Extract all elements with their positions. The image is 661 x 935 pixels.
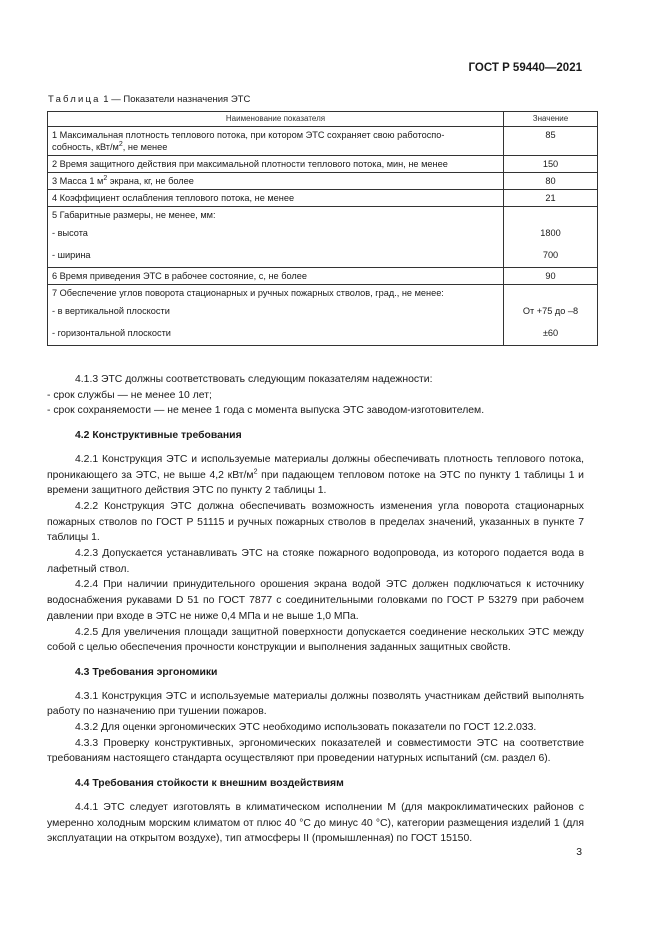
standard-designation: ГОСТ Р 59440—2021 — [468, 62, 582, 74]
paragraph-4-1-3: 4.1.3 ЭТС должны соответствовать следующим показателям надежности: — [75, 374, 433, 385]
row-value: 85 — [545, 130, 556, 140]
paragraph-4-4-1: 4.4.1 ЭТС следует изготовлять в климатическом исполнении М (для макроклиматических районов с умеренно холодным морским климатом от плюс 40 °С до минус 40 °С), категории размещения изделий 1 (для эксплуатации на открытом воздухе), тип атмосферы II (промышленная) по ГОСТ 15150. — [47, 801, 584, 845]
table-row — [48, 156, 598, 173]
table-caption-prefix: Таблица — [48, 94, 101, 105]
row-label: 2 Время защитного действия при максимальной плотности теплового потока, мин, не менее — [52, 159, 448, 169]
table-row — [48, 173, 598, 190]
row-value: 700 — [542, 250, 559, 260]
section-heading-4-4: 4.4 Требования стойкости к внешним воздействиям — [75, 778, 344, 790]
column-header-name: Наименование показателя — [48, 112, 504, 127]
table-row — [48, 207, 598, 268]
list-item: - срок сохраняемости — не менее 1 года с момента выпуска ЭТС заводом-изготовителем. — [47, 405, 485, 417]
paragraph-4-2-3: 4.2.3 Допускается устанавливать ЭТС на стояке пожарного водопровода, из которого подается вода в лафетный ствол. — [47, 548, 584, 575]
row-label: 7 Обеспечение углов поворота стационарных и ручных пожарных стволов, град., не менее: — [52, 288, 444, 298]
row-label: 6 Время приведения ЭТС в рабочее состояние, с, не более — [52, 271, 307, 281]
table-row — [48, 190, 598, 207]
row-label: 1 Максимальная плотность теплового потока, при котором ЭТС сохраняет свою работоспо- собность, кВт/$м^2$, не менее — [52, 130, 445, 152]
paragraph-4-3-1: 4.3.1 Конструкция ЭТС и используемые материалы должны позволять участникам действий выполнять работу по назначению при тушении пожаров. — [47, 690, 584, 718]
row-value: От +75 до –8 — [522, 306, 579, 316]
table-caption-number: 1 — [103, 94, 109, 105]
row-value: ±60 — [542, 328, 559, 338]
document-body — [47, 372, 584, 847]
row-label: 3 Масса 1 $м^2$ экрана, кг, не более — [52, 174, 194, 186]
paragraph-4-3-3: 4.3.3 Проверку конструктивных, эргономических показателей и совместимости ЭТС на соответствие требованиям настоящего стандарта осуществляют при проведении натурных испытаний (см. раздел 6). — [47, 737, 584, 765]
paragraph-4-2-4: 4.2.4 При наличии принудительного орошения экрана водой ЭТС должен подключаться к источнику водоснабжения рукавами D 51 по ГОСТ 7877 с соединительными головками по ГОСТ Р 53279 при рабочем давлении при входе в ЭТС не ниже 0,4 МПа и не выше 1,0 МПа. — [47, 579, 584, 622]
paragraph-4-2-5: 4.2.5 Для увеличения площади защитной поверхности допускается соединение нескольких ЭТС между собой с целью обеспечения прочности конструкции и выполнения заданных защитных свойств. — [47, 626, 584, 654]
paragraph-4-2-2: 4.2.2 Конструкция ЭТС должна обеспечивать возможность изменения угла поворота стационарных пожарных стволов по ГОСТ Р 51115 и ручных пожарных стволов в пределах значений, указанных в пункте 7 таблицы 1. — [47, 500, 584, 544]
row-label: 5 Габаритные размеры, не менее, мм: — [52, 210, 216, 220]
row-value: 90 — [545, 271, 556, 281]
table-header-row — [48, 112, 598, 127]
table-row — [48, 127, 598, 156]
row-sublabel: - ширина — [52, 250, 91, 260]
list-item: - срок службы — не менее 10 лет; — [47, 389, 212, 401]
paragraph-4-3-2: 4.3.2 Для оценки эргономических ЭТС необходимо использовать показатели по ГОСТ 12.2.033. — [75, 722, 537, 734]
row-value: 150 — [542, 159, 559, 169]
table-row — [48, 268, 598, 285]
row-sublabel: - высота — [52, 228, 88, 238]
paragraph-4-2-1: 4.2.1 Конструкция ЭТС и используемые материалы должны обеспечивать плотность теплового потока, проникающего за ЭТС, не выше 4,2 кВт/$м^2$ при падающем тепловом потоке на ЭТС по пункту 1 таблицы 1 и времени защитного действия ЭТС по пункту 2 таблицы 1. — [47, 453, 584, 497]
section-heading-4-2: 4.2 Конструктивные требования — [75, 430, 242, 442]
row-sublabel: - горизонтальной плоскости — [52, 328, 171, 338]
column-header-value: Значение — [504, 112, 598, 127]
table-caption — [48, 94, 250, 105]
page-number: 3 — [576, 847, 582, 858]
section-heading-4-3: 4.3 Требования эргономики — [75, 666, 218, 678]
row-label: 4 Коэффициент ослабления теплового потока, не менее — [52, 193, 295, 203]
row-value: 21 — [545, 193, 556, 203]
table-caption-title: — Показатели назначения ЭТС — [111, 94, 251, 105]
indicators-table — [47, 111, 598, 346]
table-row — [48, 285, 598, 346]
row-sublabel: - в вертикальной плоскости — [52, 306, 170, 316]
row-value: 1800 — [540, 228, 561, 238]
row-value: 80 — [545, 176, 556, 186]
